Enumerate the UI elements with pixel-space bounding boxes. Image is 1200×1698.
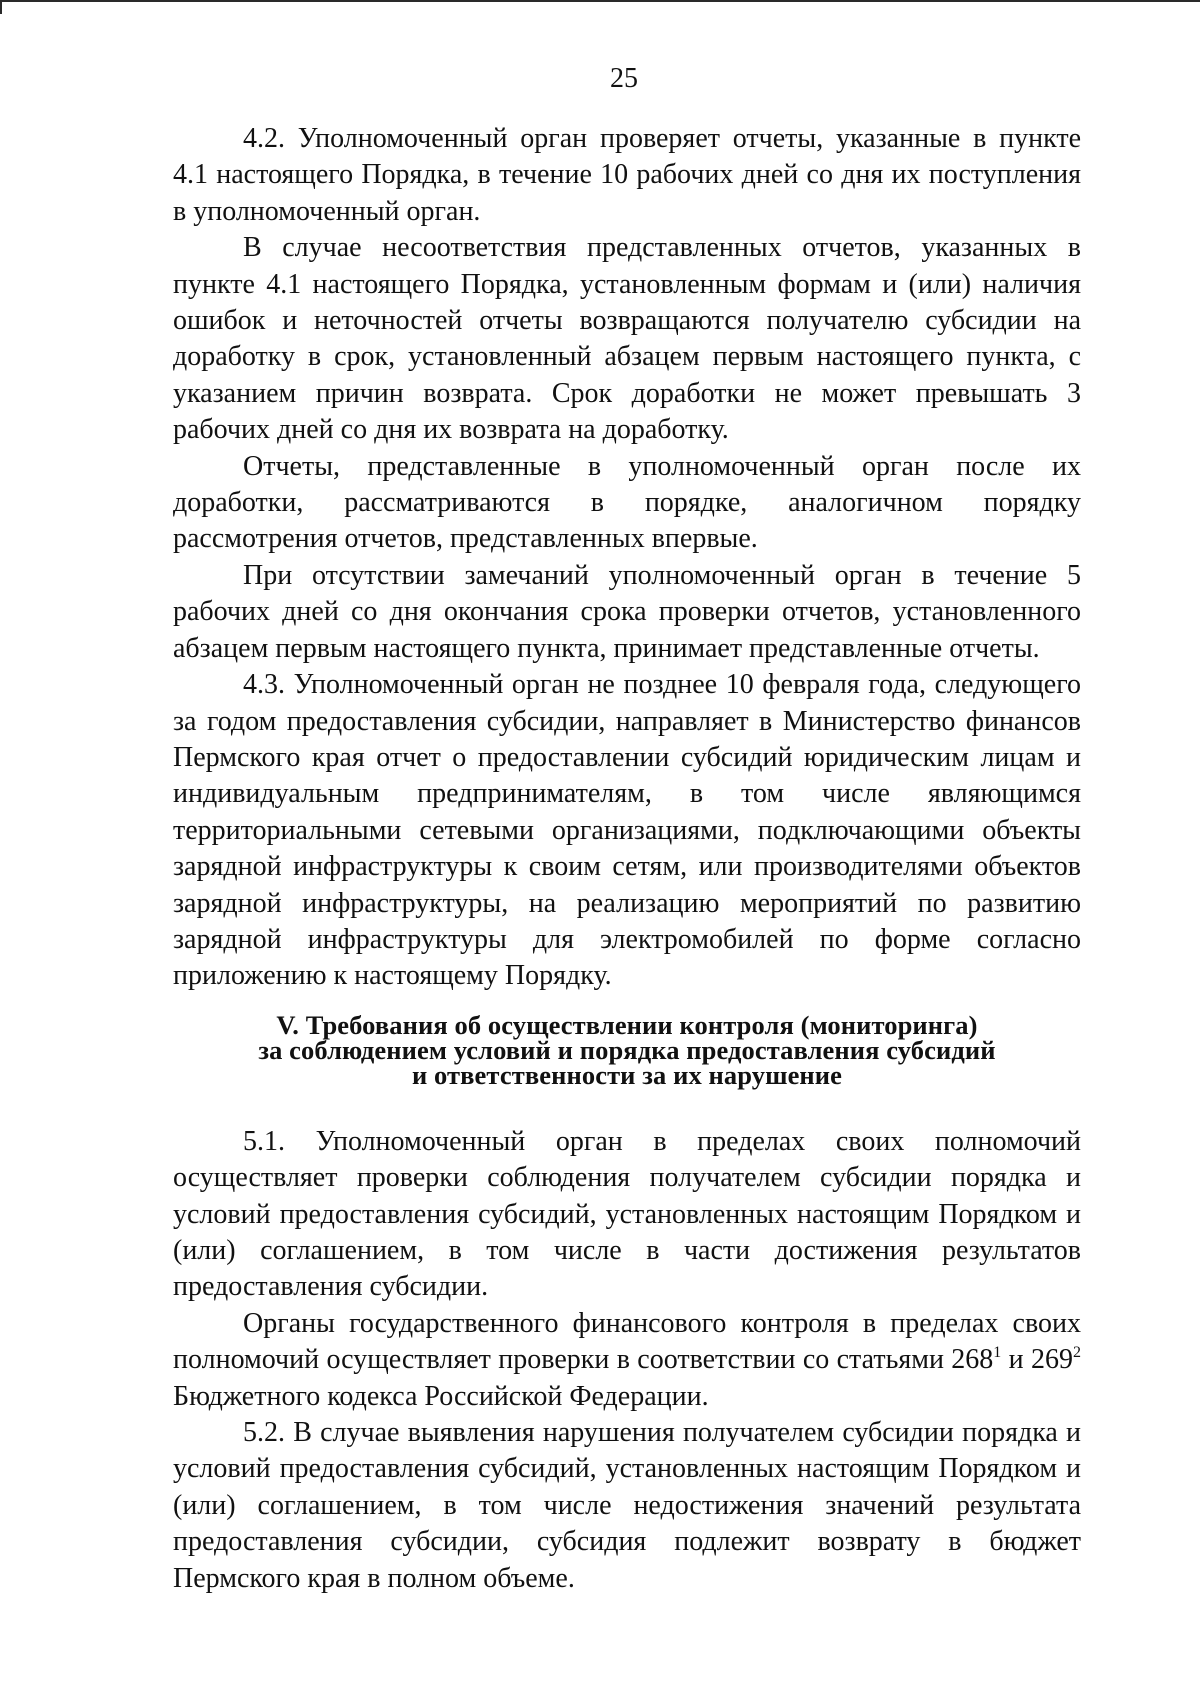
paragraph-5-1-financial-control: [173, 1306, 1081, 1415]
paragraph-5-1: 5.1. Уполномоченный орган в пределах своих полномочий осуществляет проверки соблюдения получателем субсидии порядка и условий предоставления субсидий, установленных настоящим Порядком и (или) соглашением, в том числе в части достижения результатов предоставления субсидии.: [173, 1125, 1081, 1303]
financial-control-text-3: Бюджетного кодекса Российской Федерации.: [173, 1380, 709, 1412]
superscript-1: 1: [993, 1344, 1002, 1362]
paragraph-4-2-acceptance: При отсутствии замечаний уполномоченный орган в течение 5 рабочих дней со дня окончания срока проверки отчетов, установленного абзацем первым настоящего пункта, принимает представленные отчеты.: [173, 559, 1081, 664]
superscript-2: 2: [1073, 1344, 1081, 1362]
financial-control-text-2: и 269: [1001, 1344, 1073, 1376]
page-number: 25: [610, 63, 638, 94]
section-heading-line-2: за соблюдением условий и порядка предоставления субсидий: [258, 1034, 996, 1065]
financial-control-text-1: Органы государственного финансового контроля в пределах своих полномочий осуществляет проверки в соответствии со статьями 268: [173, 1307, 1081, 1376]
paragraph-4-2: 4.2. Уполномоченный орган проверяет отчеты, указанные в пункте 4.1 настоящего Порядка, в течение 10 рабочих дней со дня их поступления в уполномоченный орган.: [173, 123, 1081, 227]
scan-edge-left: [0, 0, 2, 14]
section-heading-line-1: V. Требования об осуществлении контроля (мониторинга): [276, 1009, 978, 1040]
section-heading-line-3: и ответственности за их нарушение: [411, 1059, 843, 1090]
scan-edge-top: [0, 0, 1200, 2]
paragraph-4-2-resubmitted: Отчеты, представленные в уполномоченный орган после их доработки, рассматриваются в порядке, аналогичном порядку рассмотрения отчетов, представленных впервые.: [173, 450, 1081, 555]
paragraph-4-3: 4.3. Уполномоченный орган не позднее 10 февраля года, следующего за годом предоставления субсидии, направляет в Министерство финансов Пермского края отчет о предоставлении субсидий юридическим лицам и индивидуальным предпринимателям, в том числе являющимся территориальными сетевыми организациями, подключающими объекты зарядной инфраструктуры к своим сетям, или производителями объектов зарядной инфраструктуры, на реализацию мероприятий по развитию зарядной инфраструктуры для электромобилей по форме согласно приложению к настоящему Порядку.: [173, 669, 1081, 992]
paragraph-5-2: 5.2. В случае выявления нарушения получателем субсидии порядка и условий предоставления субсидий, установленных настоящим Порядком и (или) соглашением, в том числе недостижения значений результата предоставления субсидии, субсидия подлежит возврату в бюджет Пермского края в полном объеме.: [173, 1417, 1081, 1594]
section-heading: [173, 1009, 1081, 1090]
document-body: [173, 121, 1081, 1597]
paragraph-4-2-nonconformity: В случае несоответствия представленных отчетов, указанных в пункте 4.1 настоящего Порядка, установленным формам и (или) наличия ошибок и неточностей отчеты возвращаются получателю субсидии на доработку в срок, установленный абзацем первым настоящего пункта, с указанием причин возврата. Срок доработки не может превышать 3 рабочих дней со дня их возврата на доработку.: [173, 232, 1081, 446]
